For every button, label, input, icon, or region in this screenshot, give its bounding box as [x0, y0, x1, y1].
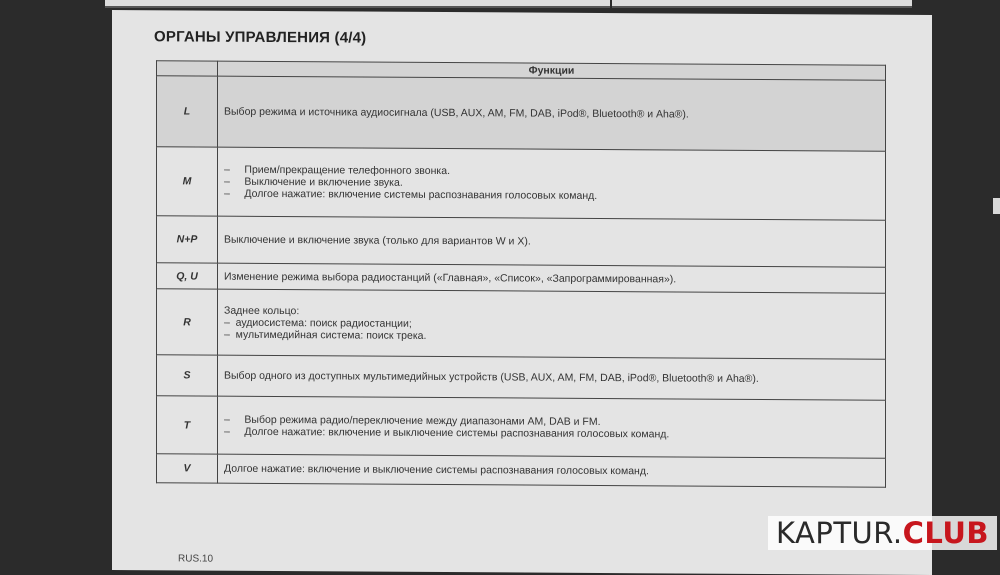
control-function	[218, 355, 886, 400]
control-key: T	[157, 396, 218, 454]
function-line: – мультимедийная система: поиск трека.	[224, 328, 427, 342]
table-row	[157, 355, 886, 400]
function-line: Заднее кольцо:	[224, 304, 300, 317]
previous-page-edge	[105, 0, 610, 8]
key-column-header	[157, 61, 218, 76]
manual-page	[112, 10, 932, 575]
function-line: – Выключение и включение звука.	[224, 175, 403, 189]
control-function	[218, 147, 886, 220]
control-key: Q, U	[157, 263, 218, 289]
watermark-text: KAPTUR.	[776, 516, 903, 550]
table-row	[157, 396, 886, 458]
function-line: Долгое нажатие: включение и выключение системы распознавания голосовых команд.	[224, 462, 649, 478]
watermark-text-accent: CLUB	[902, 516, 989, 550]
table-row	[157, 454, 886, 487]
control-function	[218, 76, 886, 151]
function-line: Изменение режима выбора радиостанций («Главная», «Список», «Запрограммированная»).	[224, 270, 677, 285]
table-row	[157, 289, 886, 359]
table-row	[157, 147, 886, 220]
control-function	[218, 216, 886, 267]
watermark-logo	[768, 516, 997, 550]
function-line: – Долгое нажатие: включение системы распознавания голосовых команд.	[224, 187, 598, 202]
control-function	[218, 454, 886, 487]
screen-edge-mark	[993, 198, 1000, 214]
function-line: – Долгое нажатие: включение и выключение системы распознавания голосовых команд.	[224, 425, 670, 440]
function-line: – Прием/прекращение телефонного звонка.	[224, 163, 450, 178]
table-row	[157, 216, 886, 267]
control-key: R	[157, 289, 218, 355]
control-function	[218, 263, 886, 293]
page-title: ОРГАНЫ УПРАВЛЕНИЯ (4/4)	[154, 28, 367, 47]
page-footer: RUS.10	[178, 553, 214, 565]
table-row	[157, 76, 886, 151]
function-line: – аудиосистема: поиск радиостанции;	[224, 316, 412, 330]
control-function	[218, 396, 886, 458]
functions-column-header: Функции	[218, 61, 886, 80]
previous-page-edge-right	[612, 0, 912, 8]
function-line: – Выбор режима радио/переключение между диапазонами AM, DAB и FM.	[224, 413, 601, 428]
control-key: M	[157, 147, 218, 216]
control-key: N+P	[157, 216, 218, 263]
control-key: S	[157, 355, 218, 396]
control-key: L	[157, 76, 218, 147]
function-line: Выключение и включение звука (только для вариантов W и X).	[224, 233, 531, 248]
function-line: Выбор режима и источника аудиосигнала (USB, AUX, AM, FM, DAB, iPod®, Bluetooth® и Aha®).	[224, 105, 689, 121]
controls-table	[156, 60, 886, 487]
control-key: V	[157, 454, 218, 483]
control-function	[218, 289, 886, 359]
function-line: Выбор одного из доступных мультимедийных устройств (USB, AUX, AM, FM, DAB, iPod®, Bluetooth® и Aha®).	[224, 369, 759, 385]
